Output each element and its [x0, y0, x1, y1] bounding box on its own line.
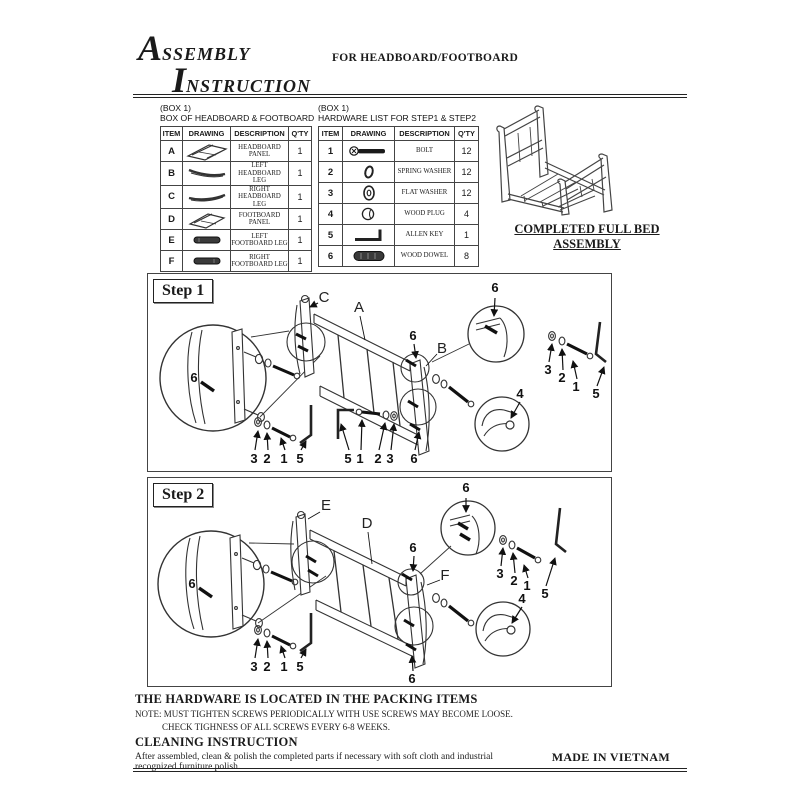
box-list-row	[161, 185, 312, 209]
footer-rule	[133, 768, 687, 772]
step2-dowel-callout: 6	[408, 671, 416, 686]
hardware-list-header-row	[319, 127, 479, 141]
box-list-row	[161, 162, 312, 186]
box-list-header-row	[161, 127, 312, 141]
box-list-header: DRAWING	[183, 127, 231, 141]
hardware-list-drawing-cell	[343, 204, 395, 225]
hardware-list-description-cell: SPRING WASHER	[395, 162, 455, 183]
hardware-location-title: THE HARDWARE IS LOCATED IN THE PACKING ITEMS	[135, 692, 478, 706]
completed-bed-illustration	[488, 102, 686, 218]
box-list-drawing-cell	[183, 185, 231, 209]
step1-callout: 1	[572, 379, 580, 394]
box-list-header: ITEM	[161, 127, 183, 141]
box-list-drawing-cell	[183, 162, 231, 186]
headboard-panel-icon	[185, 141, 229, 161]
hardware-list-drawing-cell	[343, 225, 395, 246]
box-list-drawing-cell	[183, 251, 231, 272]
hardware-list-row	[319, 225, 479, 246]
box-list-item-cell: E	[161, 230, 183, 251]
hardware-list-header: ITEM	[319, 127, 343, 141]
hardware-list-table	[318, 126, 479, 267]
step1-right-leg-label: B	[436, 340, 448, 357]
hardware-list-header: DESCRIPTION	[395, 127, 455, 141]
box-list-drawing-cell	[183, 230, 231, 251]
box-of-headboard-footboard-table	[160, 126, 312, 272]
hardware-list-qty-cell: 8	[455, 246, 479, 267]
step2-panel-label: D	[361, 515, 373, 532]
step2-callout: 3	[496, 566, 504, 581]
left-footboard-leg-icon	[185, 230, 229, 250]
step2-callout: 5	[541, 586, 549, 601]
hardware-list-row	[319, 246, 479, 267]
step1-callout: 5	[296, 451, 304, 466]
step1-callout: 1	[280, 451, 288, 466]
hardware-list-qty-cell: 12	[455, 183, 479, 204]
step2-title: Step 2	[153, 483, 213, 507]
step1-plug-callout: 4	[516, 386, 524, 401]
step2-callout: 5	[296, 659, 304, 674]
step1-panel	[147, 273, 612, 472]
spring-washer-icon	[347, 162, 391, 182]
step1-panel-label: A	[353, 299, 365, 316]
box-list-qty-cell: 1	[289, 230, 312, 251]
step1-dowel-callout: 6	[190, 370, 198, 385]
bolt-icon	[347, 141, 391, 161]
box-list-drawing-cell	[183, 141, 231, 162]
step2-panel	[147, 477, 612, 687]
hardware-list-qty-cell: 4	[455, 204, 479, 225]
footboard-panel-icon	[185, 209, 229, 229]
step2-dowel-callout: 6	[462, 480, 470, 495]
step2-callout: 1	[523, 578, 531, 593]
box-list-item-cell: F	[161, 251, 183, 272]
completed-bed-caption: COMPLETED FULL BED ASSEMBLY	[514, 222, 660, 251]
hardware-list-item-cell: 1	[319, 141, 343, 162]
header-rule	[133, 94, 687, 98]
right-headboard-leg-icon	[185, 187, 229, 207]
hardware-list-description-cell: WOOD DOWEL	[395, 246, 455, 267]
wood-plug-icon	[347, 204, 391, 224]
box-list-description-cell: RIGHT HEADBOARD LEG	[231, 185, 289, 209]
hardware-list-row	[319, 204, 479, 225]
box-list-header: Q'TY	[289, 127, 312, 141]
box-list-item-cell: B	[161, 162, 183, 186]
made-in-label: MADE IN VIETNAM	[551, 750, 670, 764]
box-list-item-cell: D	[161, 209, 183, 230]
hardware-list-drawing-cell	[343, 183, 395, 204]
hardware-list-description-cell: ALLEN KEY	[395, 225, 455, 246]
box-list-drawing-cell	[183, 209, 231, 230]
hardware-list-item-cell: 3	[319, 183, 343, 204]
step2-diagram	[148, 478, 611, 686]
hardware-list-item-cell: 5	[319, 225, 343, 246]
step1-dowel-callout: 6	[409, 328, 417, 343]
box-list-description-cell: HEADBOARD PANEL	[231, 141, 289, 162]
step1-dowel-callout: 6	[410, 451, 418, 466]
box-list-qty-cell: 1	[289, 185, 312, 209]
page-title	[138, 30, 311, 98]
step2-plug-callout: 4	[518, 591, 526, 606]
step1-diagram	[148, 274, 611, 471]
step1-left-leg-label: C	[318, 289, 330, 306]
left-headboard-leg-icon	[185, 163, 229, 183]
hardware-list-qty-cell: 12	[455, 141, 479, 162]
title-line-2: INSTRUCTION	[172, 60, 312, 100]
step2-callout: 2	[263, 659, 271, 674]
hardware-list-description-cell: FLAT WASHER	[395, 183, 455, 204]
hardware-list-row	[319, 162, 479, 183]
hardware-list-row	[319, 183, 479, 204]
box-list-caption: (BOX 1) BOX OF HEADBOARD & FOOTBOARD	[160, 103, 315, 123]
box-list-description-cell: RIGHT FOOTBOARD LEG	[231, 251, 289, 272]
step1-callout: 2	[263, 451, 271, 466]
box-list-row	[161, 251, 312, 272]
box-list-item-cell: C	[161, 185, 183, 209]
title-line-1: ASSEMBLY	[138, 28, 251, 68]
step2-right-leg-label: F	[440, 567, 450, 584]
step2-dowel-callout: 6	[409, 540, 417, 555]
step1-callout: 1	[356, 451, 364, 466]
step1-title: Step 1	[153, 279, 213, 303]
hardware-list-item-cell: 2	[319, 162, 343, 183]
step1-callout: 2	[374, 451, 382, 466]
flat-washer-icon	[347, 183, 391, 203]
allen-key-icon	[347, 225, 391, 245]
box-list-item-cell: A	[161, 141, 183, 162]
cleaning-instruction-title: CLEANING INSTRUCTION	[135, 735, 298, 749]
hardware-list-drawing-cell	[343, 162, 395, 183]
box-list-qty-cell: 1	[289, 209, 312, 230]
step2-callout: 1	[280, 659, 288, 674]
step2-dowel-callout: 6	[188, 576, 196, 591]
right-footboard-leg-icon	[185, 251, 229, 271]
step2-callout: 2	[510, 573, 518, 588]
subtitle: FOR HEADBOARD/FOOTBOARD	[331, 52, 519, 64]
box-list-row	[161, 141, 312, 162]
box-list-row	[161, 209, 312, 230]
hardware-list-caption: (BOX 1) HARDWARE LIST FOR STEP1 & STEP2	[318, 103, 477, 123]
step1-dowel-callout: 6	[491, 280, 499, 295]
hardware-list-row	[319, 141, 479, 162]
step1-callout: 3	[386, 451, 394, 466]
step2-left-leg-label: E	[320, 497, 332, 514]
box-list-qty-cell: 1	[289, 162, 312, 186]
box-list-qty-cell: 1	[289, 141, 312, 162]
cleaning-instruction-text: After assembled, clean & polish the completed parts if necessary with soft cloth and industrial recognized furniture polish.	[135, 752, 493, 772]
box-list-header: DESCRIPTION	[231, 127, 289, 141]
box-list-description-cell: LEFT HEADBOARD LEG	[231, 162, 289, 186]
step1-callout: 2	[558, 370, 566, 385]
wood-dowel-icon	[347, 246, 391, 266]
box-list-qty-cell: 1	[289, 251, 312, 272]
hardware-list-item-cell: 4	[319, 204, 343, 225]
hardware-list-header: Q'TY	[455, 127, 479, 141]
box-list-row	[161, 230, 312, 251]
hardware-list-item-cell: 6	[319, 246, 343, 267]
step2-callout: 3	[250, 659, 258, 674]
note-line-2: CHECK TIGHNESS OF ALL SCREWS EVERY 6-8 WEEKS.	[162, 722, 391, 732]
hardware-list-header: DRAWING	[343, 127, 395, 141]
step1-callout: 3	[250, 451, 258, 466]
note-line-1: NOTE: MUST TIGHTEN SCREWS PERIODICALLY WITH USE SCREWS MAY BECOME LOOSE.	[135, 709, 513, 719]
step1-callout: 3	[544, 362, 552, 377]
box-list-description-cell: LEFT FOOTBOARD LEG	[231, 230, 289, 251]
hardware-list-description-cell: WOOD PLUG	[395, 204, 455, 225]
hardware-list-qty-cell: 1	[455, 225, 479, 246]
step1-callout: 5	[592, 386, 600, 401]
hardware-list-qty-cell: 12	[455, 162, 479, 183]
hardware-list-description-cell: BOLT	[395, 141, 455, 162]
hardware-list-drawing-cell	[343, 141, 395, 162]
box-list-description-cell: FOOTBOARD PANEL	[231, 209, 289, 230]
step1-callout: 5	[344, 451, 352, 466]
hardware-list-drawing-cell	[343, 246, 395, 267]
